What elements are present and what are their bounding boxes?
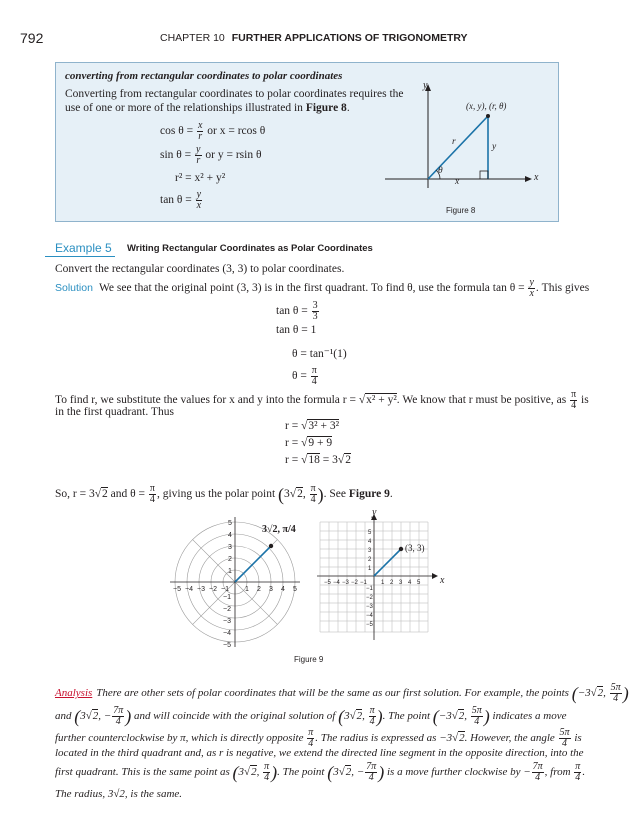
rect-axis-y-label: y xyxy=(372,507,377,518)
chapter-header xyxy=(160,32,468,44)
svg-text:1: 1 xyxy=(245,586,249,593)
para2-line1: To find r, we substitute the values for x and y into the formula r = √x² + y². We know that r must be positive, as $\frac{\pi}{4}$ is xyxy=(55,389,589,411)
solution-frac: $\frac{y}{x}$ xyxy=(529,277,534,299)
example-label-underline xyxy=(45,256,115,257)
fig8-label-x: x xyxy=(455,177,460,187)
analysis-l1: There are other sets of polar coordinates that will be the same as our first solution. For example, the points xyxy=(96,687,569,700)
svg-text:−2: −2 xyxy=(223,606,231,613)
fig8-r-segment xyxy=(428,116,488,179)
page-number: 792 xyxy=(20,30,44,46)
step-2: tan θ = 1 xyxy=(276,324,317,336)
figure8-caption: Figure 8 xyxy=(446,206,476,215)
conclusion-b: and θ = xyxy=(110,488,146,501)
analysis-l2d: indicates a move xyxy=(492,710,567,723)
r3-rad2: 2 xyxy=(345,454,351,466)
svg-text:−4: −4 xyxy=(223,630,231,637)
svg-text:3: 3 xyxy=(368,548,372,554)
analysis-l3c: . However, the angle xyxy=(464,732,555,745)
conclusion-c: , giving us the polar point xyxy=(156,488,276,501)
box-body-text: use of one or more of the relationships illustrated in xyxy=(65,102,306,114)
solution-label: Solution xyxy=(55,282,93,295)
svg-text:−3: −3 xyxy=(342,580,349,586)
svg-text:3: 3 xyxy=(399,580,403,586)
step-3: θ = tan⁻¹(1) xyxy=(292,348,347,360)
svg-text:−1: −1 xyxy=(221,586,229,593)
r3-left: r = xyxy=(285,454,299,466)
r-step-3: r = √18 = 3√2 xyxy=(285,454,351,466)
conclusion-frac: $\frac{\pi}{4}$ xyxy=(149,483,155,505)
tan-den: x xyxy=(196,200,202,211)
r-step-2: r = √9 + 9 xyxy=(285,437,333,449)
figure9-rect-grid xyxy=(315,510,445,645)
tan-formula xyxy=(160,190,203,211)
rect-x-arrow xyxy=(432,573,438,579)
cos-mid: or x = rcos θ xyxy=(204,125,266,138)
svg-text:5: 5 xyxy=(417,580,421,586)
svg-text:−1: −1 xyxy=(360,580,367,586)
svg-text:−1: −1 xyxy=(366,586,373,592)
analysis-l5e: . xyxy=(582,766,586,779)
fig8-label-r: r xyxy=(452,137,456,147)
figure8-ref[interactable]: Figure 8 xyxy=(305,102,347,114)
svg-text:−3: −3 xyxy=(366,604,373,610)
example-label: Example 5 xyxy=(55,241,112,255)
figure9-polar-grid xyxy=(168,515,308,655)
sin-den: r xyxy=(196,155,201,166)
para2-c: is xyxy=(581,394,589,407)
box-body-line1: Converting from rectangular coordinates to polar coordinates requires the xyxy=(65,88,404,100)
svg-text:1: 1 xyxy=(228,568,232,575)
step1-left: tan θ = xyxy=(276,305,308,318)
analysis-l5c: is a move further clockwise by − xyxy=(386,766,531,779)
svg-text:1: 1 xyxy=(368,566,372,572)
svg-text:5: 5 xyxy=(293,586,297,593)
fig8-label-y: y xyxy=(492,142,497,152)
analysis-l5b: . The point xyxy=(277,766,325,779)
analysis-line6: The radius, 3√2, is the same. xyxy=(55,788,183,800)
conclusion-e: . xyxy=(389,488,393,501)
solution-tail: . This gives xyxy=(535,282,590,295)
svg-text:2: 2 xyxy=(257,586,261,593)
fig8-label-y-axis: y xyxy=(423,80,428,91)
r2-formula: r² = x² + y² xyxy=(175,172,226,184)
conclusion-rad: 2 xyxy=(102,488,108,501)
svg-text:2: 2 xyxy=(228,556,232,563)
svg-text:3: 3 xyxy=(269,586,273,593)
cos-num: x xyxy=(197,120,203,131)
sin-mid: or y = rsin θ xyxy=(202,149,262,162)
svg-text:−2: −2 xyxy=(209,586,217,593)
sin-fraction xyxy=(195,145,201,166)
step1-den: 3 xyxy=(312,311,318,322)
analysis-line5: first quadrant. This is the same point as (3√2, $\frac{\pi}{4}$ ). The point (3√2, − $\frac{7\pi}{4}$ ) is a move further clockwise by − $\frac{7\pi}{4}$ , from $\frac{\pi}{4}$ . xyxy=(55,761,586,783)
svg-text:−3: −3 xyxy=(197,586,205,593)
analysis-line3: further counterclockwise by π, which is directly opposite $\frac{\pi}{4}$ . The radius is expressed as −3√2. However, the angle $\frac{5\pi}{4}$ is xyxy=(55,727,582,749)
step-1 xyxy=(276,301,320,322)
r3-rad: 18 xyxy=(308,454,320,466)
figure9-caption: Figure 9 xyxy=(294,655,324,664)
r1-rad: 3² + 3² xyxy=(308,420,340,432)
sin-formula xyxy=(160,145,261,166)
solution-line xyxy=(55,278,589,299)
svg-text:−2: −2 xyxy=(351,580,358,586)
fig8-label-point: (x, y), (r, θ) xyxy=(466,101,507,111)
r3-right: = 3 xyxy=(322,454,338,466)
svg-text:−5: −5 xyxy=(366,622,373,628)
svg-text:−1: −1 xyxy=(223,594,231,601)
polar-point-label: 3√2, π/4 xyxy=(262,524,296,535)
polar-segment xyxy=(235,546,271,582)
svg-text:5: 5 xyxy=(228,520,232,527)
svg-text:−4: −4 xyxy=(366,613,373,619)
figure9-ref[interactable]: Figure 9 xyxy=(348,488,390,501)
svg-text:−4: −4 xyxy=(333,580,340,586)
analysis-line1: Analysis There are other sets of polar coordinates that will be the same as our first solution. For example, the points (−3√2, $\frac{5\pi}{4}$ ) xyxy=(55,682,629,704)
cos-den: r xyxy=(198,131,203,142)
chapter-prefix: CHAPTER 10 xyxy=(160,32,225,44)
example-prompt: Convert the rectangular coordinates (3, 3) to polar coordinates. xyxy=(55,263,345,275)
para2-frac: $\frac{\pi}{4}$ xyxy=(571,389,577,411)
cos-formula xyxy=(160,121,265,142)
sin-left: sin θ = xyxy=(160,149,192,162)
solution-text: We see that the original point (3, 3) is in the first quadrant. To find θ, use the formula tan θ = xyxy=(98,282,525,295)
svg-text:−5: −5 xyxy=(173,586,181,593)
svg-text:3: 3 xyxy=(228,544,232,551)
r-step-1: r = √3² + 3² xyxy=(285,420,340,432)
cos-fraction xyxy=(197,121,203,142)
analysis-l5d: , from xyxy=(544,766,571,779)
analysis-l3d: is xyxy=(574,732,582,745)
svg-text:2: 2 xyxy=(390,580,394,586)
tan-left: tan θ = xyxy=(160,194,192,207)
analysis-l5a: first quadrant. This is the same point as xyxy=(55,766,230,779)
sin-num: y xyxy=(196,144,201,155)
fig8-label-theta: θ xyxy=(438,166,443,176)
conclusion-a: So, r = 3 xyxy=(55,488,95,501)
conclusion-d: . See xyxy=(323,488,349,501)
step4-left: θ = xyxy=(292,370,307,383)
step4-num: π xyxy=(311,365,317,376)
analysis-l2b: and will coincide with the original solution of xyxy=(134,710,336,723)
fig8-x-arrow xyxy=(525,176,532,182)
svg-text:−3: −3 xyxy=(223,618,231,625)
box-body-period: . xyxy=(346,102,350,114)
step1-num: 3 xyxy=(312,300,318,311)
rect-point-label: (3, 3) xyxy=(405,543,425,553)
svg-text:−5: −5 xyxy=(223,642,231,649)
step-4 xyxy=(292,366,319,387)
analysis-line4: located in the third quadrant and, as r is negative, we extend the directed line segment in the opposite direction, into the xyxy=(55,747,584,759)
analysis-label: Analysis xyxy=(55,687,93,700)
svg-text:5: 5 xyxy=(368,530,372,536)
rect-axis-x-label: x xyxy=(440,575,445,586)
para2-line2: in the first quadrant. Thus xyxy=(55,406,174,418)
conclusion-line: So, r = 3√2 and θ = $\frac{\pi}{4}$ , giving us the polar point (3√2, $\frac{\pi}{4}$ ). See Figure 9. xyxy=(55,483,393,505)
analysis-l2c: . The point xyxy=(382,710,431,723)
analysis-l3a: further counterclockwise by π, which is directly opposite xyxy=(55,732,304,745)
step4-den: 4 xyxy=(311,376,317,387)
cos-left: cos θ = xyxy=(160,125,194,138)
figure8-diagram xyxy=(380,80,555,195)
analysis-l2a: and xyxy=(55,710,72,723)
tan-num: y xyxy=(196,189,202,200)
rect-segment xyxy=(374,549,401,576)
r2-rad: 9 + 9 xyxy=(308,437,333,449)
para2-rad: x² + y² xyxy=(366,394,397,407)
svg-text:4: 4 xyxy=(408,580,412,586)
box-body-line2 xyxy=(65,101,350,115)
svg-text:2: 2 xyxy=(368,557,372,563)
tan-fraction xyxy=(196,190,202,211)
box-title: converting from rectangular coordinates to polar coordinates xyxy=(65,70,343,82)
step1-frac xyxy=(312,301,319,322)
polar-point xyxy=(269,544,273,548)
svg-text:−5: −5 xyxy=(324,580,331,586)
analysis-line2: and (3√2, − $\frac{7\pi}{4}$ ) and will coincide with the original solution of (3√2, $\frac{\pi}{4}$ ). The point (−3√2, $\frac{5\pi}{4}$ ) indicates a move xyxy=(55,705,567,727)
fig8-right-angle xyxy=(480,171,488,179)
svg-text:4: 4 xyxy=(281,586,285,593)
para2-b: . We know that r must be positive, as xyxy=(396,394,567,407)
fig8-point xyxy=(486,114,490,118)
analysis-l3b: . The radius is expressed as −3 xyxy=(315,732,453,745)
step4-frac xyxy=(311,366,318,387)
svg-text:4: 4 xyxy=(228,532,232,539)
svg-text:−4: −4 xyxy=(185,586,193,593)
fig8-label-x-axis: x xyxy=(534,172,539,183)
chapter-title: FURTHER APPLICATIONS OF TRIGONOMETRY xyxy=(231,32,468,44)
example-title: Writing Rectangular Coordinates as Polar Coordinates xyxy=(127,243,373,254)
svg-text:4: 4 xyxy=(368,539,372,545)
r2-left: r = xyxy=(285,437,299,449)
r1-left: r = xyxy=(285,420,299,432)
svg-text:−2: −2 xyxy=(366,595,373,601)
para2-a: To find r, we substitute the values for x and y into the formula r = xyxy=(55,394,356,407)
rect-point xyxy=(399,547,403,551)
svg-text:1: 1 xyxy=(381,580,385,586)
